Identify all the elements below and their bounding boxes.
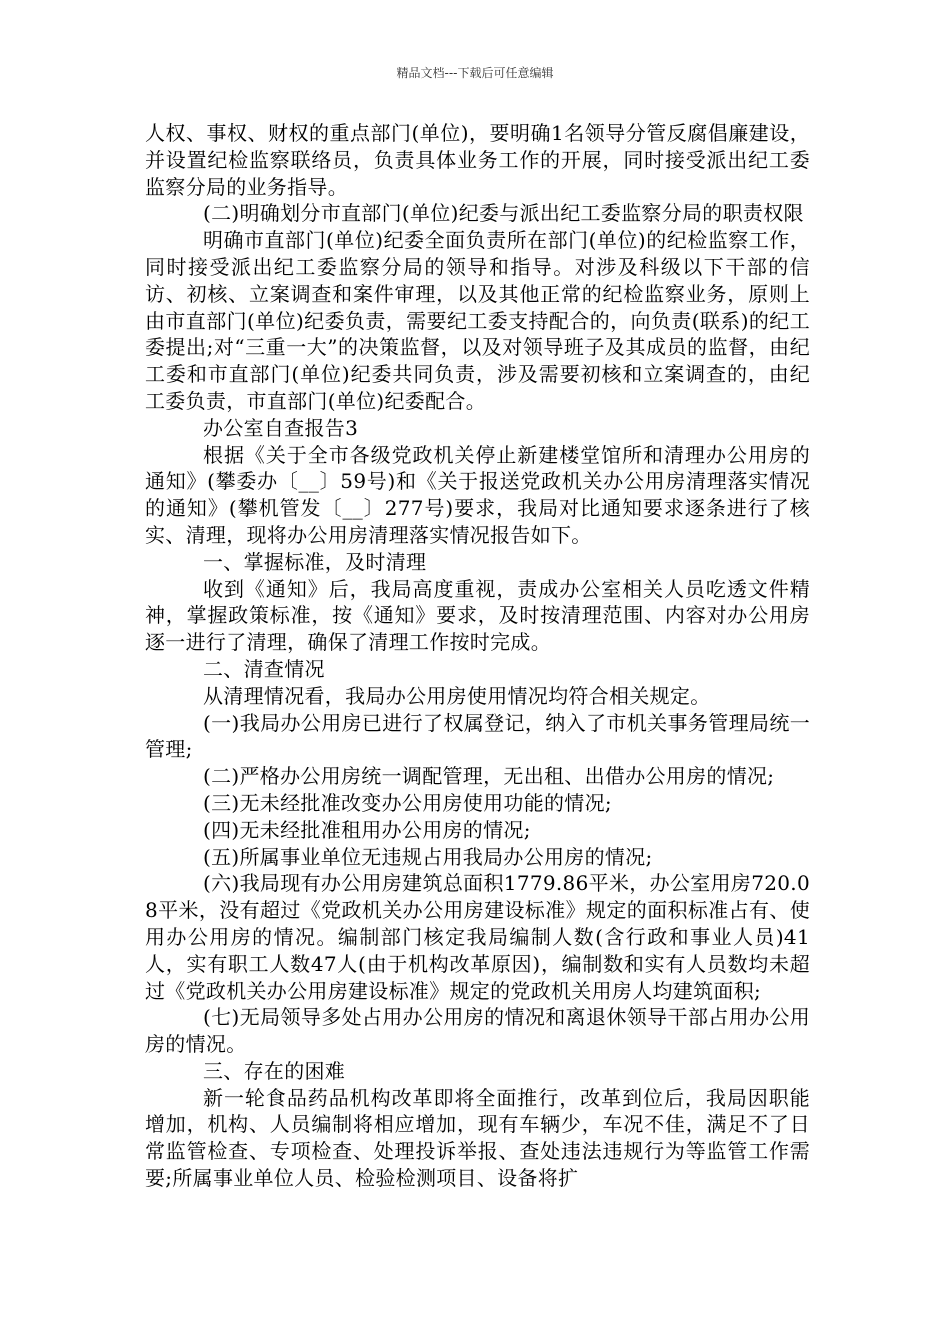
- section-heading: 二、清查情况: [203, 656, 325, 681]
- list-item: (一)我局办公用房已进行了权属登记，纳入了市机关事务管理局统一管理;: [145, 710, 810, 762]
- list-item: (六)我局现有办公用房建筑总面积1779.86平米，办公室用房720.08平米，没有超过《党政机关办公用房建设标准》规定的面积标准占有、使用办公用房的情况。编制部门核定我局编制人数(含行政和事业人员)41人，实有职工人数47人(由于机构改革原因)，编制数和实有人员数均未超过《党政机关办公用房建设标准》规定的党政机关用房人均建筑面积;: [145, 871, 810, 1003]
- page-header: 精品文档---下载后可任意编辑: [396, 66, 554, 80]
- section-heading: 三、存在的困难: [203, 1058, 346, 1083]
- list-item: (七)无局领导多处占用办公用房的情况和离退休领导干部占用办公用房的情况。: [145, 1005, 810, 1057]
- paragraph: 根据《关于全市各级党政机关停止新建楼堂馆所和清理办公用房的通知》(攀委办〔__〕59号)和《关于报送党政机关办公用房清理落实情况的通知》(攀机管发〔__〕277号)要求，我局对比通知要求逐条进行了核实、清理，现将办公用房清理落实情况报告如下。: [145, 442, 810, 547]
- paragraph: 收到《通知》后，我局高度重视，责成办公室相关人员吃透文件精神，掌握政策标准，按《通知》要求，及时按清理范围、内容对办公用房逐一进行了清理，确保了清理工作按时完成。: [145, 576, 810, 655]
- paragraph: 人权、事权、财权的重点部门(单位)，要明确1名领导分管反腐倡廉建设，并设置纪检监察联络员，负责具体业务工作的开展，同时接受派出纪工委监察分局的业务指导。: [145, 121, 810, 199]
- section-heading: 一、掌握标准，及时清理: [203, 549, 427, 574]
- list-item: (三)无未经批准改变办公用房使用功能的情况;: [203, 790, 612, 815]
- section-heading: (二)明确划分市直部门(单位)纪委与派出纪工委监察分局的职责权限: [203, 201, 804, 226]
- list-item: (二)严格办公用房统一调配管理，无出租、出借办公用房的情况;: [203, 764, 775, 789]
- list-item: (四)无未经批准租用办公用房的情况;: [203, 817, 531, 842]
- paragraph: 新一轮食品药品机构改革即将全面推行，改革到位后，我局因职能增加，机构、人员编制将相应增加，现有车辆少，车况不佳，满足不了日常监管检查、专项检查、处理投诉举报、查处违法违规行为等监管工作需要;所属事业单位人员、检验检测项目、设备将扩: [145, 1085, 810, 1191]
- paragraph: 从清理情况看，我局办公用房使用情况均符合相关规定。: [203, 683, 711, 708]
- document-body: [145, 120, 810, 1192]
- paragraph: 明确市直部门(单位)纪委全面负责所在部门(单位)的纪检监察工作，同时接受派出纪工委监察分局的领导和指导。对涉及科级以下干部的信访、初核、立案调查和案件审理，以及其他正常的纪检监察业务，原则上由市直部门(单位)纪委负责，需要纪工委支持配合的，向负责(联系)的纪工委提出;对“三重一大”的决策监督，以及对领导班子及其成员的监督，由纪工委和市直部门(单位)纪委共同负责，涉及需要初核和立案调查的，由纪工委负责，市直部门(单位)纪委配合。: [145, 228, 810, 413]
- report-title: 办公室自查报告3: [203, 415, 359, 440]
- list-item: (五)所属事业单位无违规占用我局办公用房的情况;: [203, 844, 653, 869]
